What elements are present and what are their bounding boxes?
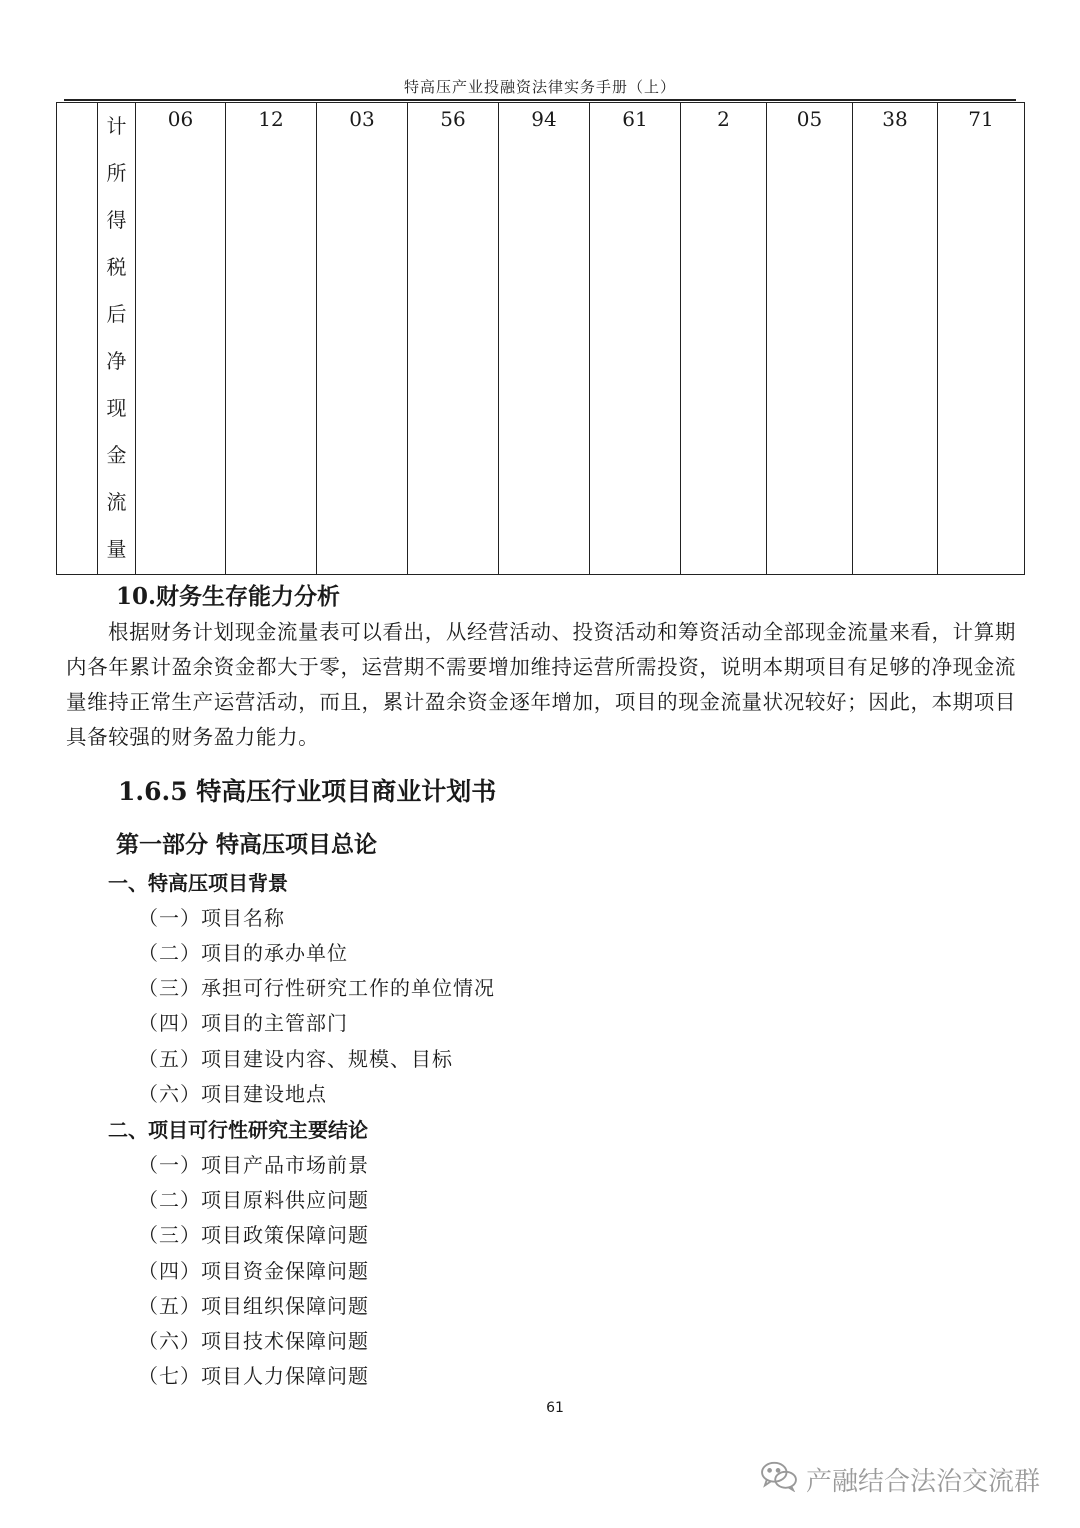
section-10-title: 10.财务生存能力分析 (116, 583, 341, 610)
outline-item: （一）项目产品市场前景 (138, 1153, 369, 1177)
outline-item: （二）项目的承办单位 (138, 941, 348, 965)
part-1-title: 第一部分 特高压项目总论 (116, 831, 378, 858)
outline-item: （三）项目政策保障问题 (138, 1223, 369, 1247)
table-cell: 38 (853, 103, 938, 575)
table-empty-cell (57, 103, 98, 575)
row-label: 计 所 得 税 后 净 现 金 流 量 (98, 103, 136, 575)
watermark-text: 产融结合法治交流群 (806, 1467, 1041, 1497)
outline-item: （六）项目建设地点 (138, 1082, 327, 1106)
outline-item: （四）项目资金保障问题 (138, 1259, 369, 1283)
table-cell: 2 (681, 103, 767, 575)
outline-item: （六）项目技术保障问题 (138, 1329, 369, 1353)
table-cell: 12 (226, 103, 317, 575)
page-number: 61 (546, 1400, 564, 1416)
header-rule (64, 99, 1016, 101)
outline-1-heading: 一、特高压项目背景 (108, 871, 288, 895)
outline-item: （三）承担可行性研究工作的单位情况 (138, 976, 495, 1000)
outline-item: （五）项目建设内容、规模、目标 (138, 1047, 453, 1071)
table-cell: 61 (590, 103, 681, 575)
running-header: 特高压产业投融资法律实务手册（上） (403, 78, 676, 96)
wechat-icon (760, 1460, 798, 1499)
table-cell: 56 (408, 103, 499, 575)
outline-item: （一）项目名称 (138, 906, 285, 930)
table-cell: 03 (317, 103, 408, 575)
section-10-paragraph: 根据财务计划现金流量表可以看出，从经营活动、投资活动和筹资活动全部现金流量来看，计算期内各年累计盈余资金都大于零，运营期不需要增加维持运营所需投资，说明本期项目有足够的净现金流量维持正常生产运营活动，而且，累计盈余资金逐年增加，项目的现金流量状况较好；因此，本期项目具备较强的财务盈力能力。 (66, 620, 1016, 749)
section-1-6-5-title: 1.6.5 特高压行业项目商业计划书 (118, 777, 497, 806)
outline-item: （四）项目的主管部门 (138, 1011, 348, 1035)
outline-item: （七）项目人力保障问题 (138, 1364, 369, 1388)
outline-item: （五）项目组织保障问题 (138, 1294, 369, 1318)
table-cell: 05 (767, 103, 853, 575)
outline-2-heading: 二、项目可行性研究主要结论 (108, 1118, 368, 1142)
table-row (57, 103, 1025, 575)
outline-item: （二）项目原料供应问题 (138, 1188, 369, 1212)
table-cell: 06 (136, 103, 226, 575)
watermark (760, 1460, 1040, 1499)
table-cell: 71 (938, 103, 1025, 575)
cash-flow-table (56, 102, 1025, 575)
table-cell: 94 (499, 103, 590, 575)
